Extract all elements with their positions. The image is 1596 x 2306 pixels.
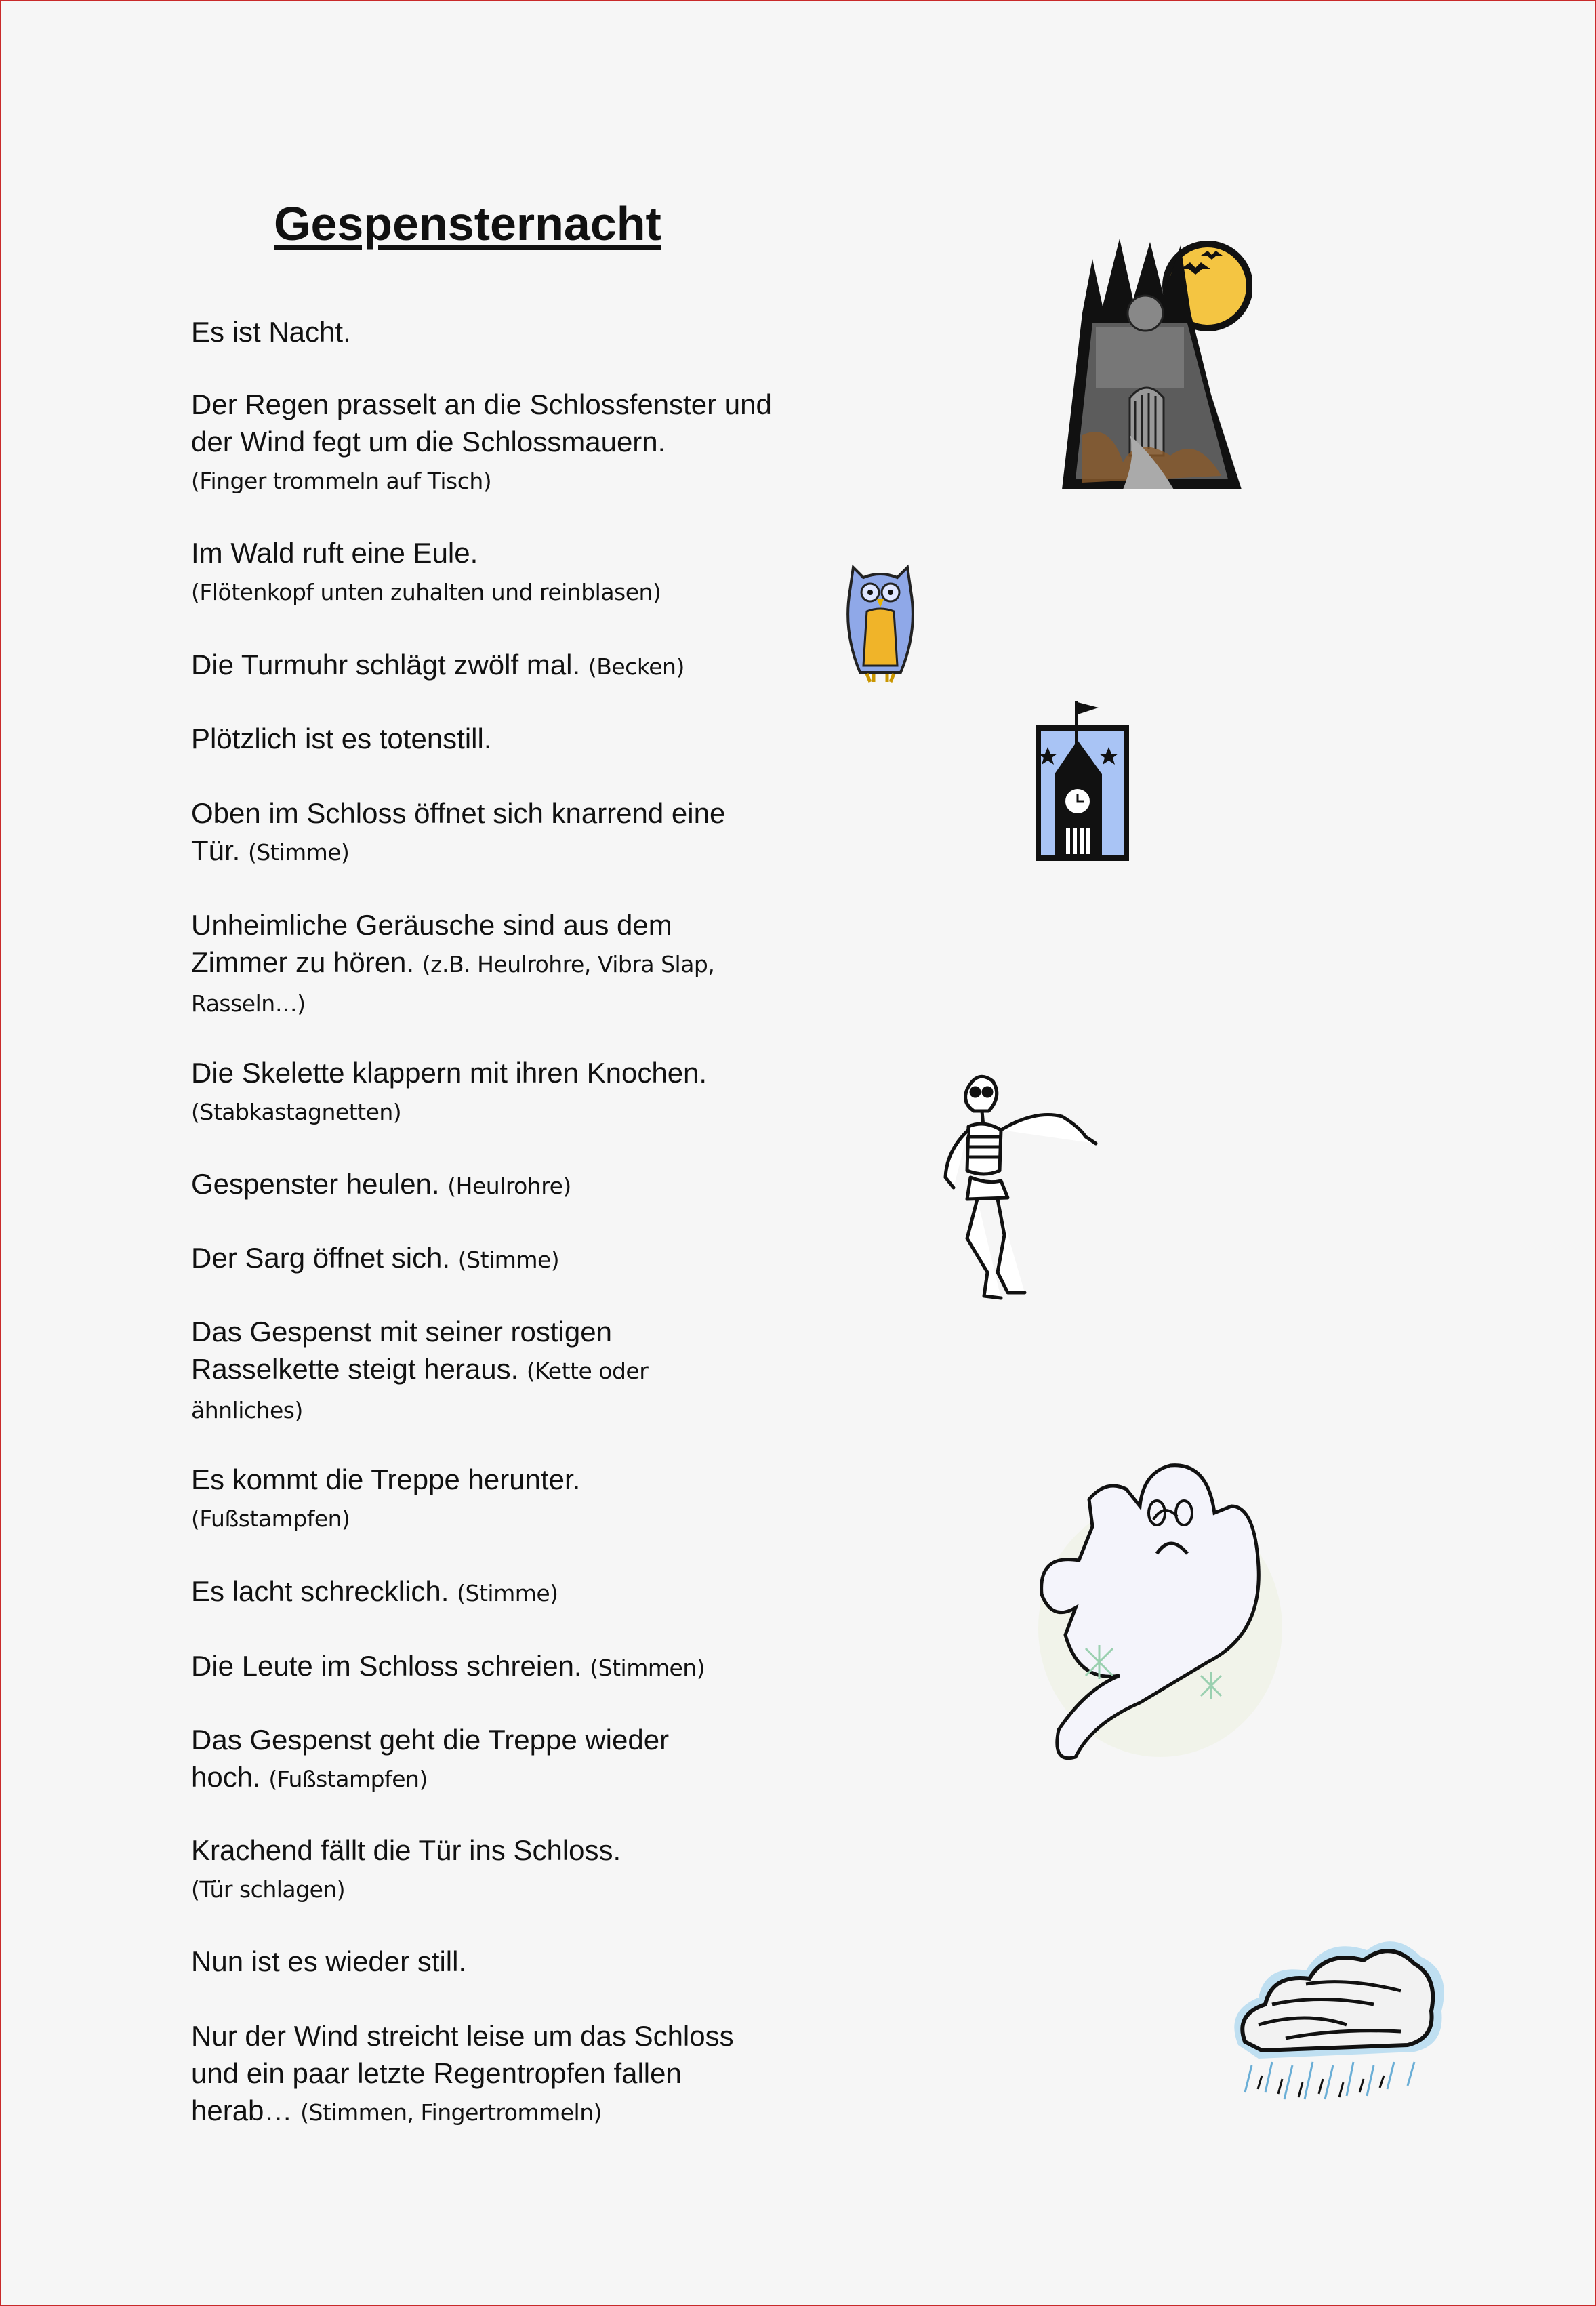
line-text: Es lacht schrecklich. <box>191 1575 449 1607</box>
line-note: (Heulrohre) <box>447 1173 571 1199</box>
line-note: (Tür schlagen) <box>191 1876 346 1903</box>
line-note: (z.B. Heulrohre, Vibra Slap, Rasseln…) <box>191 951 715 1017</box>
line-note: (Becken) <box>588 653 684 680</box>
line-text: Es ist Nacht. <box>191 316 351 348</box>
line-note: (Stimme) <box>457 1580 558 1606</box>
story-line <box>191 2017 754 2131</box>
line-note: (Fußstampfen) <box>191 1505 350 1532</box>
story-line <box>191 313 787 350</box>
story-line <box>191 646 787 685</box>
story-line <box>191 1054 787 1131</box>
line-text: Plötzlich ist es totenstill. <box>191 723 492 754</box>
rain-cloud-illustration <box>1225 1930 1448 2133</box>
story-line <box>191 1573 787 1612</box>
line-text: Es kommt die Treppe herunter. <box>191 1463 581 1495</box>
line-note: (Stimmen, Fingertrommeln) <box>300 2099 602 2126</box>
story-line <box>191 1239 787 1278</box>
story-line <box>191 534 787 611</box>
story-line <box>191 794 760 871</box>
line-text: Unheimliche Geräusche sind aus dem Zimmer zu hören. <box>191 909 672 978</box>
line-note: (Stimme) <box>457 1247 560 1273</box>
line-text: Die Turmuhr schlägt zwölf mal. <box>191 649 581 681</box>
line-text: Nur der Wind streicht leise um das Schloss und ein paar letzte Regentropfen fallen herab… <box>191 2020 734 2126</box>
story-line <box>191 720 787 757</box>
line-text: Die Skelette klappern mit ihren Knochen. <box>191 1057 708 1089</box>
line-text: Der Regen prasselt an die Schlossfenster und der Wind fegt um die Schlossmauern. <box>191 388 772 458</box>
line-text: Nun ist es wieder still. <box>191 1945 467 1977</box>
line-note: (Stabkastagnetten) <box>191 1099 402 1125</box>
line-note: (Fußstampfen) <box>268 1766 428 1792</box>
ghost-illustration <box>1038 1459 1296 1771</box>
line-text: Oben im Schloss öffnet sich knarrend eine Tür. <box>191 797 726 866</box>
story-line <box>191 1165 787 1205</box>
line-note: (Finger trommeln auf Tisch) <box>191 468 492 494</box>
line-text: Krachend fällt die Tür ins Schloss. <box>191 1834 621 1866</box>
story-line <box>191 1832 787 1908</box>
line-note: (Stimme) <box>248 839 350 866</box>
story-line <box>191 1461 787 1537</box>
story-line <box>191 1313 679 1429</box>
owl-illustration <box>843 557 918 689</box>
line-note: (Kette oder ähnliches) <box>191 1358 649 1423</box>
line-text: Die Leute im Schloss schreien. <box>191 1650 582 1682</box>
line-note: (Stimmen) <box>590 1655 705 1681</box>
line-text: Der Sarg öffnet sich. <box>191 1242 451 1274</box>
story-line <box>191 906 747 1022</box>
clock-tower-illustration <box>1034 700 1130 862</box>
skeleton-illustration <box>940 1069 1103 1306</box>
castle-illustration <box>1035 232 1252 503</box>
line-note: (Flötenkopf unten zuhalten und reinblasen) <box>191 579 661 605</box>
story-line <box>191 386 787 500</box>
story-line <box>191 1721 706 1798</box>
line-text: Das Gespenst geht die Treppe wieder hoch. <box>191 1724 670 1793</box>
story-line <box>191 1943 787 1980</box>
page-title: Gespensternacht <box>274 197 661 250</box>
line-text: Das Gespenst mit seiner rostigen Rasselkette steigt heraus. <box>191 1316 612 1385</box>
line-text: Im Wald ruft eine Eule. <box>191 537 478 569</box>
story-line <box>191 1647 787 1686</box>
line-text: Gespenster heulen. <box>191 1168 440 1200</box>
